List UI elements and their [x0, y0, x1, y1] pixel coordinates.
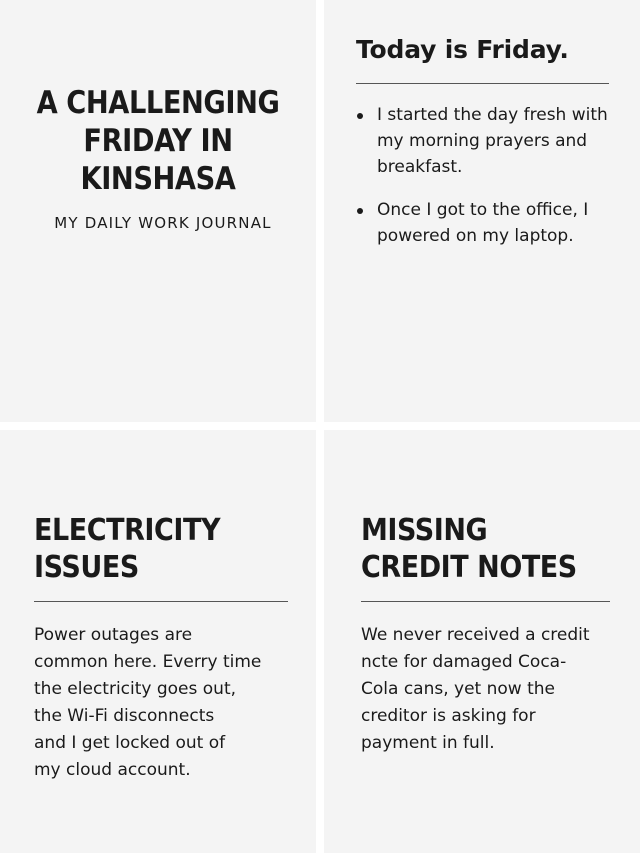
- journal-title: [19, 84, 297, 198]
- body-line: Power outages are: [34, 625, 193, 645]
- heading-line: CREDIT NOTES: [361, 550, 577, 585]
- heading-divider: [356, 83, 609, 84]
- electricity-body: [34, 622, 304, 784]
- journal-subtitle: MY DAILY WORK JOURNAL: [54, 214, 272, 232]
- list-item: [356, 102, 626, 180]
- body-line: Cola cans, yet now the: [361, 679, 555, 699]
- journal-title-line: KINSHASA: [80, 161, 236, 197]
- bullet-dot-icon: [357, 113, 363, 119]
- electricity-heading: [34, 512, 220, 586]
- heading-line: MISSING: [361, 513, 488, 548]
- body-line: creditor is asking for: [361, 706, 536, 726]
- body-line: the electricity goes out,: [34, 679, 237, 699]
- journal-title-line: FRIDAY IN: [83, 123, 233, 159]
- body-line: common here. Everry time: [34, 652, 262, 672]
- title-panel: [0, 0, 316, 422]
- electricity-panel: [0, 430, 316, 853]
- bullet-text: Once I got to the office, I powered on my laptop.: [377, 200, 589, 246]
- bullet-text: I started the day fresh with my morning prayers and breakfast.: [377, 105, 608, 177]
- credit-notes-heading: [361, 512, 577, 586]
- credit-notes-panel: [324, 430, 640, 853]
- body-line: and I get locked out of: [34, 733, 226, 753]
- today-bullet-list: [356, 102, 626, 266]
- heading-divider: [361, 601, 610, 602]
- bullet-dot-icon: [357, 208, 363, 214]
- body-line: We never received a credit: [361, 625, 590, 645]
- today-heading: Today is Friday.: [356, 35, 569, 64]
- journal-title-line: A CHALLENGING: [36, 85, 280, 121]
- heading-line: ISSUES: [34, 550, 139, 585]
- list-item: [356, 197, 626, 249]
- heading-divider: [34, 601, 288, 602]
- body-line: ncte for damaged Coca-: [361, 652, 567, 672]
- heading-line: ELECTRICITY: [34, 513, 221, 548]
- today-panel: [324, 0, 640, 422]
- body-line: payment in full.: [361, 733, 495, 753]
- credit-notes-body: [361, 622, 631, 757]
- body-line: my cloud account.: [34, 760, 191, 780]
- body-line: the Wi-Fi disconnects: [34, 706, 215, 726]
